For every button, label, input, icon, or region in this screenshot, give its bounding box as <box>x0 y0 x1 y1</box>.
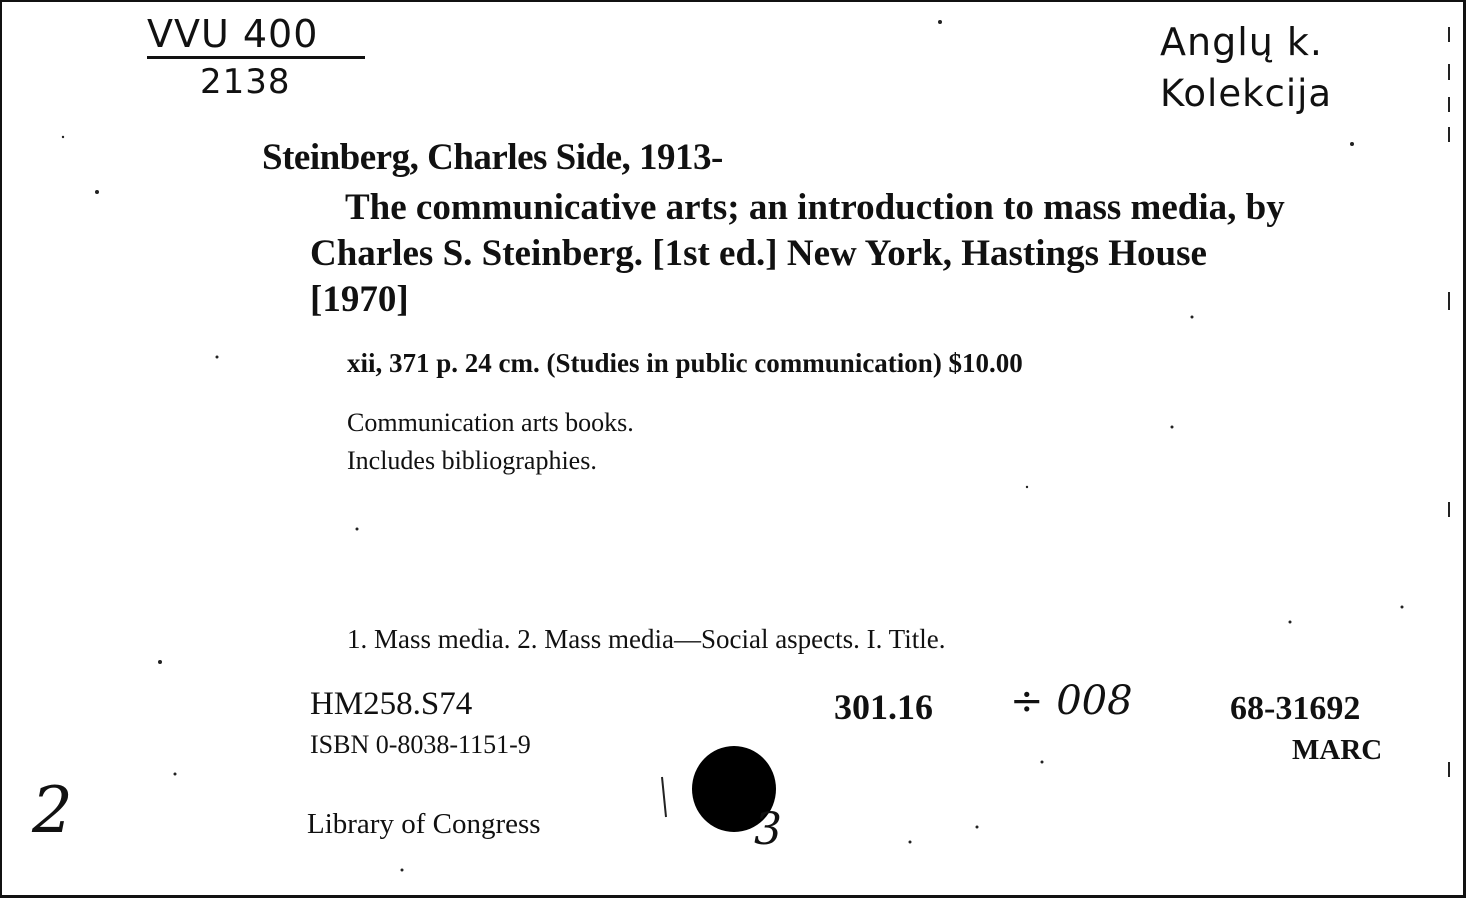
call-number-top: VVU 400 <box>147 12 319 56</box>
dewey-handwritten-suffix: ÷ 008 <box>1010 678 1133 724</box>
isbn-number: ISBN 0-8038-1151-9 <box>310 730 531 759</box>
collection-label: Kolekcija <box>1160 72 1333 115</box>
title-line-1: The communicative arts; an introduction to mass media, by <box>345 187 1285 228</box>
note-line-1: Communication arts books. <box>347 408 634 437</box>
marc-label: MARC <box>1292 734 1383 766</box>
source-library: Library of Congress <box>307 808 541 840</box>
dewey-number: 301.16 <box>834 687 933 727</box>
subject-tracings: 1. Mass media. 2. Mass media—Social aspects. I. Title. <box>347 624 946 654</box>
handwritten-mark: 3 <box>754 804 782 855</box>
call-number-divider <box>147 56 365 59</box>
note-line-2: Includes bibliographies. <box>347 446 597 475</box>
call-number-bottom: 2138 <box>200 62 291 102</box>
title-line-3: [1970] <box>310 279 409 320</box>
lccn-number: 68-31692 <box>1230 690 1361 727</box>
collation-line: xii, 371 p. 24 cm. (Studies in public communication) $10.00 <box>347 348 1023 378</box>
author-heading: Steinberg, Charles Side, 1913- <box>262 137 723 178</box>
lc-call-number: HM258.S74 <box>310 686 473 722</box>
handwritten-number: 2 <box>32 774 73 848</box>
title-line-2: Charles S. Steinberg. [1st ed.] New York, Hastings House <box>310 233 1207 274</box>
language-label: Anglų k. <box>1160 20 1324 64</box>
